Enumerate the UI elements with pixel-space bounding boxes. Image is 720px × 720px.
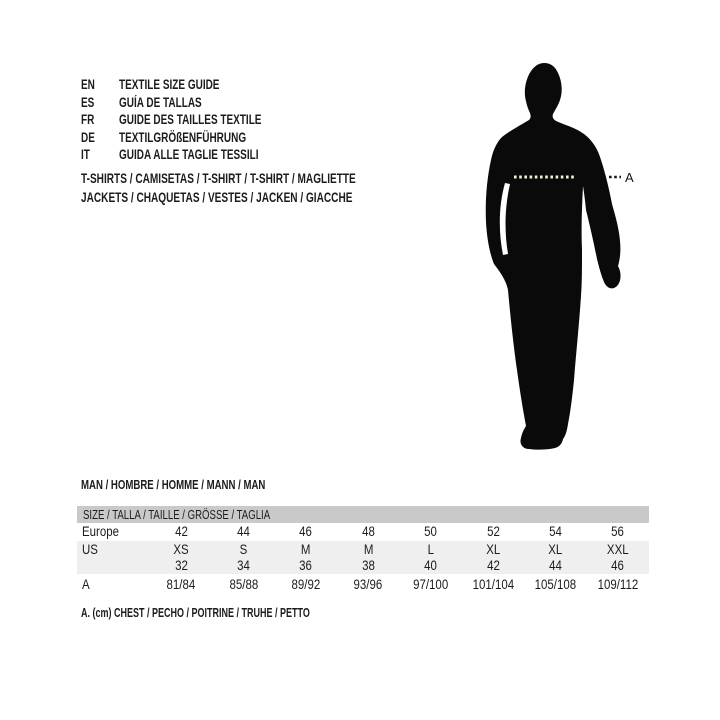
size-cell	[462, 523, 524, 541]
language-code: IT	[81, 147, 90, 162]
language-row	[81, 129, 312, 147]
size-cell	[587, 574, 649, 595]
row-label-text: US	[82, 542, 98, 557]
row-label	[77, 523, 150, 541]
size-cell	[275, 574, 337, 595]
man-silhouette-shape	[486, 63, 621, 450]
size-cell-text: XL	[486, 542, 501, 557]
language-guide-title: TEXTILGRÖßENFÜHRUNG	[119, 129, 247, 145]
size-cell	[150, 558, 212, 574]
size-cell-text: 46	[299, 524, 313, 539]
size-cell-text: 38	[361, 558, 375, 573]
size-cell-text: 46	[611, 558, 625, 573]
size-cell-text: 44	[237, 524, 250, 539]
gender-section-title	[81, 477, 330, 493]
language-guide-list	[81, 76, 312, 164]
language-row	[81, 94, 312, 112]
size-cell-text: 42	[486, 558, 500, 573]
language-code: ES	[81, 94, 95, 110]
size-cell	[462, 558, 524, 574]
size-cell-text: XXL	[606, 542, 629, 557]
row-label	[77, 541, 150, 558]
measurement-footnote	[81, 606, 399, 621]
size-cell	[337, 574, 399, 595]
size-cell	[337, 558, 399, 574]
size-table-header	[77, 506, 649, 523]
size-cell	[150, 574, 212, 595]
language-code: EN	[81, 77, 95, 92]
size-cell	[212, 574, 274, 595]
size-cell-text: 101/104	[472, 577, 514, 592]
size-table-header-text: SIZE / TALLA / TAILLE / GRÖSSE / TAGLIA	[83, 507, 271, 522]
language-row	[81, 76, 312, 94]
table-row-us	[77, 541, 649, 558]
size-cell-text: 50	[424, 524, 438, 539]
size-cell	[337, 523, 399, 541]
language-code: DE	[81, 129, 95, 145]
size-cell	[337, 541, 399, 558]
size-cell-text: L	[427, 542, 434, 557]
product-line-jackets: JACKETS / CHAQUETAS / VESTES / JACKEN / GIACCHE	[81, 189, 353, 205]
table-row-chest-a	[77, 574, 649, 595]
size-cell-text: M	[363, 542, 374, 557]
size-cell	[587, 558, 649, 574]
size-cell-text: 54	[549, 524, 562, 539]
size-cell	[212, 558, 274, 574]
size-cell-text: XL	[548, 542, 563, 557]
table-row-numeric	[77, 558, 649, 574]
row-label	[77, 558, 150, 574]
size-cell-text: XS	[173, 542, 189, 557]
size-cell-text: 48	[361, 524, 375, 539]
product-categories	[81, 169, 463, 207]
product-line-tshirts: T-SHIRTS / CAMISETAS / T-SHIRT / T-SHIRT / MAGLIETTE	[81, 170, 356, 186]
size-cell	[524, 574, 586, 595]
man-silhouette	[478, 58, 638, 458]
size-cell	[462, 541, 524, 558]
language-guide-title: GUIDE DES TAILLES TEXTILE	[119, 112, 262, 127]
language-guide-title: GUÍA DE TALLAS	[119, 94, 202, 110]
size-cell-text: 44	[549, 558, 562, 573]
language-guide-title: GUIDA ALLE TAGLIE TESSILI	[119, 147, 259, 162]
measurement-footnote-text: A. (cm) CHEST / PECHO / POITRINE / TRUHE / PETTO	[81, 606, 310, 620]
row-label-text: A	[82, 577, 90, 592]
size-cell	[275, 541, 337, 558]
measurement-marker-a: A	[625, 170, 634, 185]
size-cell-text: 56	[611, 524, 625, 539]
size-cell	[275, 523, 337, 541]
row-label	[77, 574, 150, 595]
size-cell-text: 40	[424, 558, 438, 573]
size-cell	[524, 541, 586, 558]
size-cell	[150, 541, 212, 558]
size-cell-text: 85/88	[229, 577, 258, 592]
language-code: FR	[81, 112, 95, 127]
size-cell	[524, 523, 586, 541]
size-cell-text: 52	[486, 524, 500, 539]
size-cell-text: 105/108	[534, 577, 577, 592]
size-cell-text: M	[301, 542, 311, 557]
size-table	[77, 506, 649, 595]
size-cell-text: S	[239, 542, 248, 557]
size-cell-text: 42	[174, 524, 188, 539]
language-row	[81, 111, 312, 129]
size-cell-text: 89/92	[291, 577, 321, 592]
row-label-text: Europe	[82, 524, 120, 539]
size-cell-text: 34	[237, 558, 250, 573]
size-cell-text: 109/112	[597, 577, 639, 592]
size-cell	[212, 541, 274, 558]
size-cell	[275, 558, 337, 574]
size-cell-text: 81/84	[166, 577, 196, 592]
table-row-europe	[77, 523, 649, 541]
size-cell	[400, 523, 462, 541]
size-cell	[150, 523, 212, 541]
size-cell	[524, 558, 586, 574]
size-cell-text: 97/100	[413, 577, 449, 592]
size-cell	[587, 523, 649, 541]
size-cell	[400, 541, 462, 558]
size-cell	[400, 574, 462, 595]
size-cell	[462, 574, 524, 595]
language-guide-title: TEXTILE SIZE GUIDE	[119, 77, 220, 92]
size-cell-text: 36	[299, 558, 313, 573]
size-cell	[400, 558, 462, 574]
size-cell-text: 93/96	[353, 577, 383, 592]
language-row	[81, 146, 312, 164]
size-cell	[212, 523, 274, 541]
size-cell-text: 32	[174, 558, 188, 573]
gender-section-title-text: MAN / HOMBRE / HOMME / MANN / MAN	[81, 477, 266, 492]
size-cell	[587, 541, 649, 558]
